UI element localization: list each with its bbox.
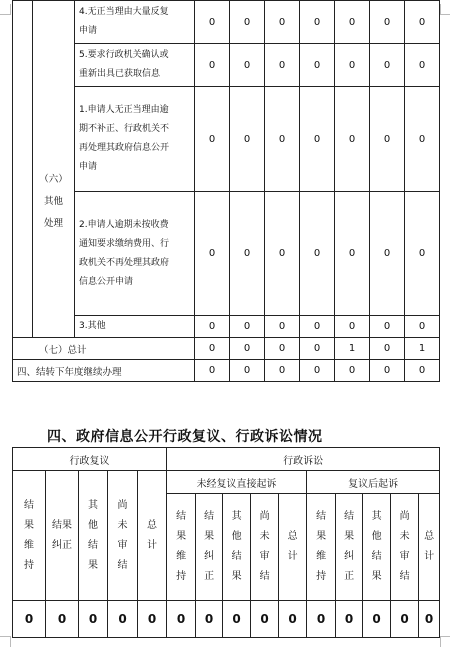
value-cell: 0 (370, 338, 405, 360)
value-cell: 0 (265, 360, 300, 382)
review-column-header (13, 471, 46, 601)
litigation-column-header (336, 494, 363, 601)
litigation-column-header (363, 494, 391, 601)
cell-line: 通知要求缴纳费用、行 (79, 238, 170, 249)
table-row (13, 192, 440, 316)
cell-line: 总 (424, 531, 435, 542)
section-heading: 四、政府信息公开行政复议、行政诉讼情况 (47, 429, 323, 445)
group-label-cell (33, 87, 75, 338)
value-cell: 0 (300, 338, 335, 360)
cell-line: （六） (39, 173, 68, 185)
value-cell: 0 (223, 601, 251, 638)
value-cell: 1 (405, 338, 440, 360)
table-row (13, 316, 440, 338)
cell-line: 尚 (399, 511, 410, 522)
blank-group-cell (13, 1, 33, 338)
litigation-column-header (307, 494, 336, 601)
corner-mark-bottom-left (0, 636, 11, 647)
cell-line: 结 (259, 571, 270, 582)
litigation-column-header (251, 494, 279, 601)
cell-line: 未 (117, 519, 128, 531)
cell-line: 处理 (43, 217, 63, 229)
cell-line: 结 (316, 511, 327, 522)
cell-line: 果 (24, 519, 34, 531)
cell-line: 持 (176, 571, 187, 582)
row-description (75, 316, 195, 338)
cell-line: 其 (88, 499, 98, 511)
value-cell: 0 (195, 1, 230, 44)
cell-line: 果 (176, 531, 187, 542)
value-cell: 0 (335, 316, 370, 338)
cell-line: 他 (88, 519, 98, 531)
value-cell: 0 (370, 1, 405, 44)
cell-line: 果 (204, 531, 215, 542)
cell-line: 未 (259, 531, 270, 542)
cell-line: 纠正 (52, 539, 72, 551)
value-cell: 0 (230, 316, 265, 338)
cell-line: 计 (147, 539, 158, 551)
corner-mark-top-left (0, 4, 11, 15)
value-cell: 0 (230, 192, 265, 316)
value-cell: 0 (138, 601, 167, 638)
value-cell: 0 (405, 192, 440, 316)
after-review-litigation-header: 复议后起诉 (307, 471, 440, 494)
cell-line: 果 (344, 531, 355, 542)
value-cell: 0 (265, 1, 300, 44)
cell-line: 3.其他 (79, 321, 106, 331)
value-cell: 0 (46, 601, 79, 638)
litigation-header: 行政诉讼 (167, 448, 440, 471)
value-cell: 0 (405, 316, 440, 338)
value-cell: 0 (279, 601, 307, 638)
value-cell: 0 (79, 601, 108, 638)
review-column-header (79, 471, 108, 601)
header-row (13, 448, 440, 471)
value-cell: 0 (265, 87, 300, 192)
litigation-column-header (223, 494, 251, 601)
cell-line: 维 (316, 551, 327, 562)
value-cell: 0 (108, 601, 138, 638)
value-cell: 0 (335, 44, 370, 87)
litigation-column-header (391, 494, 419, 601)
values-row (13, 601, 440, 638)
value-cell: 0 (195, 192, 230, 316)
litigation-column-header (196, 494, 223, 601)
row-description (75, 192, 195, 316)
litigation-column-header (279, 494, 307, 601)
value-cell: 0 (335, 192, 370, 316)
value-cell: 0 (370, 360, 405, 382)
cell-line: 2.申请人逾期未按收费 (79, 219, 169, 230)
cell-line: 果 (371, 571, 382, 582)
cell-line: 审 (117, 539, 128, 551)
review-column-header (108, 471, 138, 601)
cell-line: 他 (371, 531, 382, 542)
value-cell: 0 (251, 601, 279, 638)
value-cell: 0 (419, 601, 440, 638)
corner-mark-top-right (440, 4, 450, 15)
value-cell: 0 (335, 87, 370, 192)
cell-line: 申请 (79, 162, 98, 172)
litigation-column-header (167, 494, 196, 601)
cell-line: 正 (204, 571, 215, 582)
cell-line: 正 (344, 571, 355, 582)
cell-line: 结 (204, 511, 215, 522)
cell-line: 结 (88, 539, 98, 551)
cell-line: 尚 (117, 499, 128, 511)
cell-line: 申请 (79, 26, 98, 36)
value-cell: 0 (405, 87, 440, 192)
cell-line: 审 (399, 551, 410, 562)
value-cell: 0 (195, 44, 230, 87)
disclosure-processing-table (12, 0, 440, 382)
litigation-column-header (419, 494, 440, 601)
value-cell: 0 (336, 601, 363, 638)
review-column-header (138, 471, 167, 601)
value-cell: 0 (391, 601, 419, 638)
value-cell: 0 (405, 360, 440, 382)
value-cell: 0 (300, 44, 335, 87)
value-cell: 0 (265, 316, 300, 338)
value-cell: 0 (370, 44, 405, 87)
direct-litigation-header: 未经复议直接起诉 (167, 471, 307, 494)
value-cell: 0 (307, 601, 336, 638)
cell-line: 纠 (344, 551, 355, 562)
cell-line: 尚 (259, 511, 270, 522)
value-cell: 0 (405, 44, 440, 87)
value-cell: 0 (196, 601, 223, 638)
review-litigation-table (12, 447, 440, 638)
value-cell: 0 (265, 338, 300, 360)
cell-line: 结 (117, 559, 128, 571)
value-cell: 0 (195, 87, 230, 192)
value-cell: 0 (363, 601, 391, 638)
value-cell: 0 (300, 87, 335, 192)
value-cell: 0 (265, 192, 300, 316)
cell-line: 结 (399, 571, 410, 582)
table-row (13, 87, 440, 192)
cell-line: 未 (399, 531, 410, 542)
header-row (13, 471, 440, 494)
cell-line: 他 (231, 531, 242, 542)
row-description (75, 87, 195, 192)
cell-line: 其 (371, 511, 382, 522)
cell-line: 持 (24, 559, 34, 571)
value-cell: 0 (265, 44, 300, 87)
cell-line: 总 (147, 519, 158, 531)
value-cell: 0 (230, 87, 265, 192)
table-row (13, 44, 440, 87)
carryover-label: 四、结转下年度继续办理 (13, 360, 195, 382)
cell-line: 结 (344, 511, 355, 522)
cell-line: 果 (231, 571, 242, 582)
table-row (13, 1, 440, 44)
cell-line: 结 (176, 511, 187, 522)
carryover-row (13, 360, 440, 382)
cell-line: 信息公开申请 (79, 276, 134, 287)
cell-line: 结 (24, 499, 34, 511)
value-cell: 0 (370, 87, 405, 192)
value-cell: 0 (195, 316, 230, 338)
cell-line: 1.申请人无正当理由逾 (79, 105, 169, 115)
value-cell: 0 (370, 192, 405, 316)
row-description (75, 1, 195, 44)
review-header: 行政复议 (13, 448, 167, 471)
value-cell: 0 (230, 338, 265, 360)
cell-line: 再处理其政府信息公开 (79, 143, 170, 153)
value-cell: 0 (335, 360, 370, 382)
cell-line: 重新出具已获取信息 (79, 69, 161, 79)
cell-line: 维 (176, 551, 187, 562)
value-cell: 0 (300, 1, 335, 44)
corner-mark-bottom-right (440, 636, 450, 647)
value-cell: 0 (370, 316, 405, 338)
value-cell: 0 (167, 601, 196, 638)
value-cell: 0 (300, 316, 335, 338)
cell-line: 总 (287, 531, 298, 542)
cell-line: 维 (24, 539, 34, 551)
cell-line: 果 (88, 559, 98, 571)
total-label: （七）总计 (13, 338, 195, 360)
cell-line: 政机关不再处理其政府 (79, 257, 170, 268)
cell-line: 果 (316, 531, 327, 542)
value-cell: 1 (335, 338, 370, 360)
cell-line: 结果 (52, 519, 72, 531)
review-column-header (46, 471, 79, 601)
value-cell: 0 (230, 1, 265, 44)
value-cell: 0 (230, 44, 265, 87)
cell-line: 其他 (43, 195, 63, 207)
value-cell: 0 (335, 1, 370, 44)
cell-line: 5.要求行政机关确认或 (79, 50, 169, 60)
cell-line: 计 (424, 551, 435, 562)
value-cell: 0 (300, 192, 335, 316)
cell-line: 审 (259, 551, 270, 562)
value-cell: 0 (13, 601, 46, 638)
cell-line: 纠 (204, 551, 215, 562)
value-cell: 0 (300, 360, 335, 382)
value-cell: 0 (195, 360, 230, 382)
value-cell: 0 (230, 360, 265, 382)
cell-line: 持 (316, 571, 327, 582)
cell-line: 其 (231, 511, 242, 522)
cell-line: 结 (231, 551, 242, 562)
value-cell: 0 (405, 1, 440, 44)
blank-subgroup-cell (33, 1, 75, 87)
value-cell: 0 (195, 338, 230, 360)
cell-line: 计 (287, 551, 298, 562)
cell-line: 结 (371, 551, 382, 562)
cell-line: 4.无正当理由大量反复 (79, 7, 169, 17)
cell-line: 期不补正、行政机关不 (79, 124, 170, 134)
total-row (13, 338, 440, 360)
row-description (75, 44, 195, 87)
